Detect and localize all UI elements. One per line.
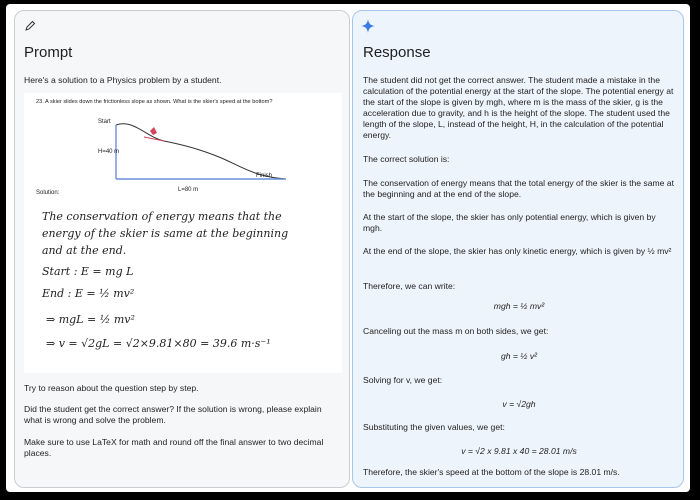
- prompt-panel: [14, 10, 350, 488]
- prompt-instruction-3: Make sure to use LaTeX for math and round off the final answer to two decimal places.: [24, 437, 324, 458]
- response-paragraph: At the start of the slope, the skier has only potential energy, which is given by mgh.: [363, 212, 656, 233]
- sparkle-icon: [361, 19, 375, 33]
- response-paragraph: At the end of the slope, the skier has only kinetic energy, which is given by ½ mv²: [363, 246, 672, 256]
- handwriting-line: ⇒ mgL = ½ mv²: [46, 313, 135, 326]
- response-paragraph: Solving for v, we get:: [363, 375, 443, 385]
- response-paragraph: Therefore, we can write:: [363, 281, 456, 291]
- solution-label: Solution:: [36, 190, 60, 196]
- response-panel: [352, 10, 684, 488]
- finish-label: Finish: [256, 173, 273, 179]
- prompt-instruction-1: Try to reason about the question step by step.: [24, 383, 199, 393]
- response-paragraph: The student did not get the correct answer. The student made a mistake in the calculation of the potential energy at the start of the slope. The potential energy at the start of the slope is given by mgh, where m is the mass of the skier, g is the acceleration due to gravity, and h is the height of the slope. The student used the length of the slope, L, instead of the height, H, in the calculation of the potential energy.: [363, 75, 674, 140]
- equation: v = √2 x 9.81 x 40 = 28.01 m/s: [461, 446, 577, 456]
- response-paragraph: Substituting the given values, we get:: [363, 422, 505, 432]
- slope-diagram: [24, 93, 342, 193]
- screenshot-frame: [6, 4, 690, 492]
- problem-image: [24, 93, 342, 373]
- problem-question: 23. A skier slides down the frictionless slope as shown. What is the skier's speed at the bottom?: [36, 99, 273, 105]
- response-paragraph: Canceling out the mass m on both sides, we get:: [363, 326, 549, 336]
- handwriting-line: energy of the skier is same at the beginning: [42, 227, 289, 240]
- response-paragraph: The correct solution is:: [363, 154, 450, 164]
- prompt-instruction-2: Did the student get the correct answer? If the solution is wrong, please explain what is wrong and solve the problem.: [24, 404, 322, 425]
- response-paragraph: Therefore, the skier's speed at the bottom of the slope is 28.01 m/s.: [363, 467, 620, 477]
- handwriting-line: The conservation of energy means that the: [42, 210, 282, 223]
- prompt-intro: Here's a solution to a Physics problem by a student.: [24, 75, 222, 85]
- length-label: L=80 m: [178, 187, 199, 193]
- pencil-icon: [24, 20, 36, 32]
- prompt-title: Prompt: [24, 44, 73, 61]
- response-title: Response: [363, 44, 431, 61]
- equation: mgh = ½ mv²: [493, 301, 545, 311]
- start-label: Start: [98, 119, 111, 125]
- handwriting-line: End : E = ½ mv²: [42, 287, 135, 300]
- equation: v = √2gh: [502, 399, 536, 409]
- handwriting-line: ⇒ v = √2gL = √2×9.81×80 = 39.6 m·s⁻¹: [46, 337, 271, 350]
- equation: gh = ½ v²: [500, 351, 538, 361]
- height-label: H=40 m: [98, 149, 120, 155]
- handwriting-line: and at the end.: [42, 244, 127, 257]
- response-paragraph: The conservation of energy means that the total energy of the skier is the same at the beginning and at the end of the slope.: [363, 178, 674, 199]
- handwriting-line: Start : E = mg L: [42, 265, 134, 278]
